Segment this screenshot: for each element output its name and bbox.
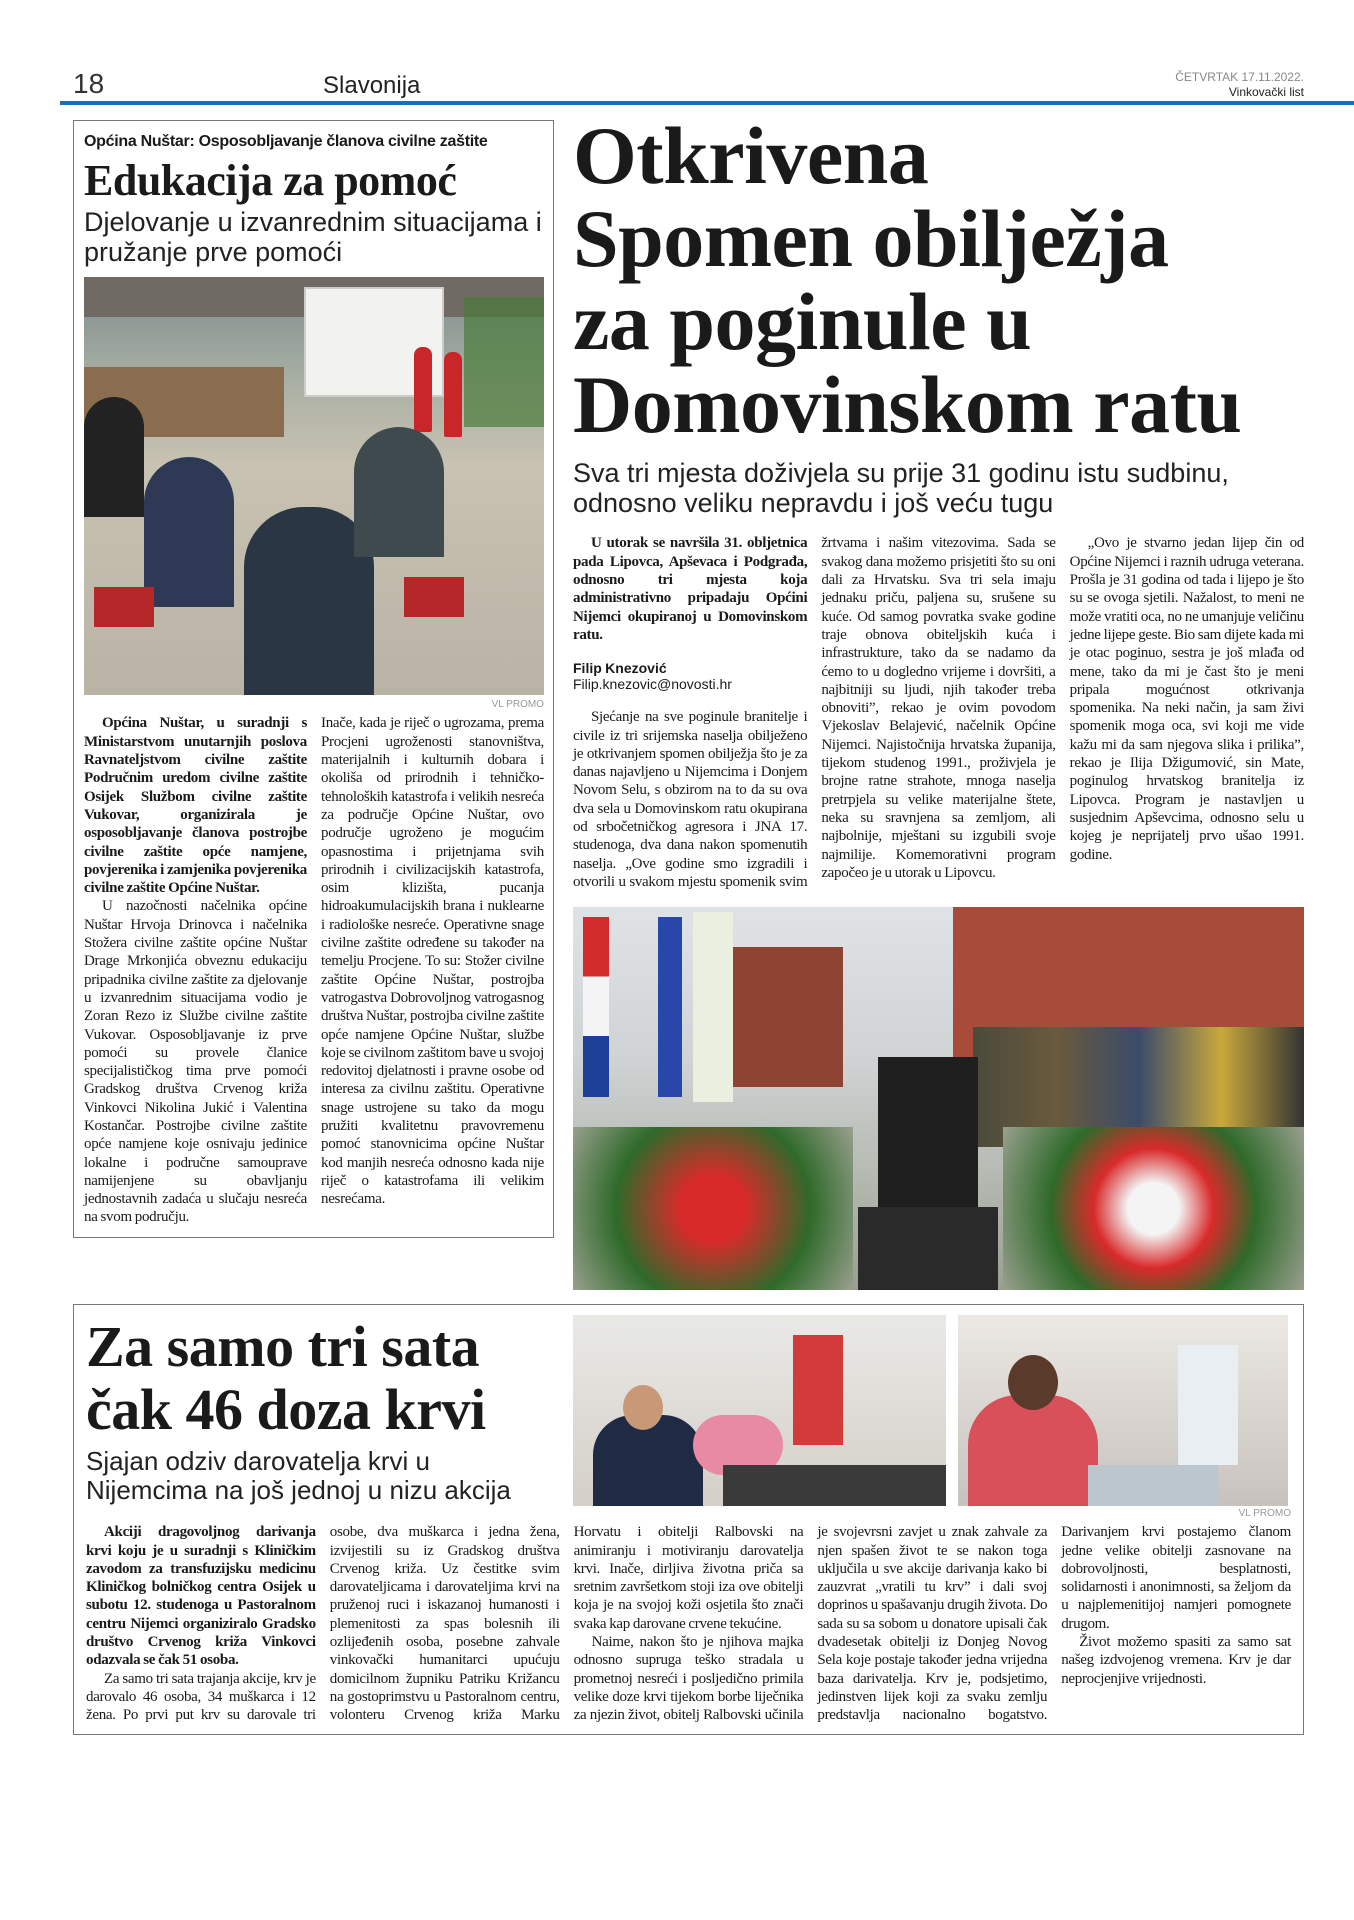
author-email[interactable]: Filip.knezovic@novosti.hr	[573, 676, 732, 693]
title-line: čak 46 doza krvi	[86, 1377, 486, 1443]
bottom-article-subtitle: Sjajan odziv darovatelja krvi u Nijemcima na još jednoj u nizu akcija	[86, 1446, 511, 1506]
left-article-paragraph: Inače, kada je riječ o ugrozama, prema Procjeni ugroženosti stanovništva, materijalnih i kulturnih dobara i okoliša od prirodnih i tehničko-tehnoloških katastrofa i velikih nesreća za područje Općine Nuštar, ovo područje ugroženo je mogućim opasnostima i prijetnjama svih prirodnih i civilizacijskih katastrofa, osim klizišta, pucanja hidroakumulacijskih brana i nuklearne i radiološke nesreće. Operativne snage civilne zaštite određene su također na temelju Procjene. To su: Stožer civilne zaštite Općine Nuštar, postrojba vatrogastva Dobrovoljnog vatrogasnog društva Nuštar, postrojba civilne zaštite opće namjene Općine Nuštar, službe koje se civilnom zaštitom bave u svojoj redovitoj djelatnosti i pravne osobe od interesa za civilnu zaštitu. Operativne snage ustrojene su tako da mogu pružiti kvalitetnu pravovremenu pomoć stanovnicima općine Nuštar kod manjih nesreća odnosno kada nije riječ o katastrofama ili velikim nesrećama.	[321, 715, 544, 1208]
left-article-kicker: Općina Nuštar: Osposobljavanje članova civilne zaštite	[84, 133, 488, 150]
memorial-photo	[573, 907, 1304, 1290]
left-article-lead: Općina Nuštar, u suradnji s Ministarstvom unutarnjih poslova Ravnateljstvom civilne zaštite Područnim uredom civilne zaštite Osijek Službom civilne zaštite Vukovar, organizirala je osposobljavanje članova postrojbe civilne zaštite opće namjene, povjerenika i zamjenika povjerenika civilne zaštite Općine Nuštar.	[84, 715, 307, 897]
header-rule	[60, 101, 1354, 105]
bottom-article-paragraph: Naime, nakon što je njihova majka odnosno supruga teško stradala u prometnoj nesreći i posljedično primila velike doze krvi tijekom borbe liječnika za njezin život, obitelj Ralbovski učinila je svojevrsni zavjet u znak zahvale za njen spašen život te se nakon toga uključila u sve akcije darivanja kako bi zauzvrat „vratili tu krv” i dali svoj doprinos u spašavanju drugih života. Do sada su sa sobom u donatore upisali čak dvadesetak obitelji iz Donjeg Novog Sela koje postaje također jedna vrijedna baza darivatelja. Krv je, podsjetimo, jedinstven lijek koji za svaku zemlju predstavlja nacionalno bogatstvo. Darivanjem krvi postajemo članom jedne velike obitelji zasnovane na dobrovoljnosti, besplatnosti, solidarnosti i anonimnosti, sa željom da u najplemenitijoj namjeri pomognete drugom.	[573, 1524, 1291, 1724]
left-article-paragraph: U nazočnosti načelnika općine Nuštar Hrvoja Drinovca i načelnika Stožera civilne zaštite općine Nuštar Drage Mrkonjića obveznu edukaciju pripadnika civilne zaštite za djelovanje u izvanrednim situacijama vodio je Zoran Rezo iz Službe civilne zaštite Vukovar. Osposobljavanje iz prve pomoći su provele članice specijalističkog tima prve pomoći Gradskog društva Crvenog križa Vinkovci Nikolina Jukić i Valentina Kostančar. Postrojbe civilne zaštite opće namjene koje osnivaju jedinice lokalne i područne samouprave namijenjene su obavljanju jednostavnih zadaća u slučaju nesreća na svom području.	[84, 898, 307, 1226]
bottom-article-title	[86, 1315, 557, 1441]
bottom-title-area	[86, 1315, 557, 1519]
main-article-paragraph: „Ovo je stvarno jedan lijep čin od Općine Nijemci i raznih udruga veterana. Prošla je 31 godina od tada i lijepo je što su se ovoga sjetili. Nažalost, to meni ne može vratiti oca, no ne umanjuje veličinu jedne lijepe geste. Bio sam dijete kada mi je otac poginuo, sestra je još mlađa od mene, tako da mi je čast što je meni pripala mogućnost otkrivanja spomenika. Na neki način, ja sam živi spomenik moga oca, svi koji me vide kažu mi da sam njegova slika i prilika”, rekao je Ilija Džigumović, sin Mate, poginulog hrvatskog branitelja iz Lipovca. Program je nastavljen u susjednim Apševcima, odnosno selu u kojeg je neprijatelj prvo ušao 1991. godine.	[1069, 535, 1304, 863]
left-article-subtitle: Djelovanje u izvanrednim situacijama i pružanje prve pomoći	[84, 207, 542, 268]
title-line: za poginule u	[573, 276, 1032, 367]
main-article-title	[573, 110, 1304, 450]
title-line: Otkrivena	[573, 110, 929, 201]
newspaper-name: Vinkovački list	[1228, 85, 1304, 99]
top-section	[73, 110, 1304, 1290]
left-photo-credit: VL PROMO	[491, 699, 544, 711]
main-article-columns	[573, 534, 1304, 891]
bottom-photos	[573, 1315, 1291, 1506]
blood-donation-photo-1	[573, 1315, 946, 1506]
author-name: Filip Knezović	[573, 660, 667, 677]
bottom-photos-area	[573, 1315, 1291, 1519]
section-name: Slavonija	[323, 72, 421, 99]
bottom-article-columns	[86, 1523, 1291, 1724]
main-article	[573, 110, 1304, 1290]
bottom-article-paragraph: Za samo tri sata trajanja akcije, krv je darovalo 46 osoba, 34 muškarca i 12 žena. Po prvi put krv su darovale tri osobe, dva muškarca i jedna žena, izvijestili su iz Gradskog društva Crvenog križa. Uz čestitke svim darovateljicama i darovateljima krvi na pruženoj ruci i iskazanoj humanosti i plemenitosti za spas bolesnih ili ozlijeđenih osoba, posebne zahvale vinkovački humanitarci upućuju domicilnom župniku Patriku Križancu na gostoprimstvu u Pastoralnom centru, volonteru Crvenog križa Marku Horvatu i obitelji Ralbovski na animiranju i motiviranju darovatelja krvi. Inače, dirljiva životna priča sa sretnim završetkom stoji iza ove obitelji koja je na svojoj koži osjetila što znači svaka kap darovane crvene tekućine.	[86, 1524, 804, 1724]
left-article-columns	[84, 714, 544, 1226]
bottom-article-lead: Akciji dragovoljnog darivanja krvi koju je u suradnji s Kliničkim zavodom za transfuzijsku medicinu Kliničkog bolničkog centra Osijek u subotu 12. studenoga u Pastoralnom centru Nijemci organiziralo Gradsko društvo Crvenog križa Vinkovci odazvala se čak 51 osoba.	[86, 1524, 316, 1669]
left-article-title: Edukacija za pomoć	[84, 156, 457, 205]
blood-donation-photo-2	[958, 1315, 1288, 1506]
title-line: Za samo tri sata	[86, 1314, 480, 1380]
main-article-lead: U utorak se navršila 31. obljetnica pada Lipovca, Apševaca i Podgrađa, odnosno tri mjesta koja administrativno pripadaju Općini Nijemci okupiranoj u Domovinskom ratu.	[573, 535, 808, 643]
bottom-article-paragraph: Život možemo spasiti za samo sat našeg izdvojenog vremena. Krv je dar neprocjenjive vrijednosti.	[1061, 1634, 1291, 1687]
title-line: Domovinskom ratu	[573, 359, 1242, 450]
training-photo	[84, 277, 544, 695]
title-line: Spomen obilježja	[573, 193, 1169, 284]
issue-date: ČETVRTAK 17.11.2022.	[1175, 70, 1304, 84]
page-number: 18	[73, 68, 105, 99]
page-body	[73, 110, 1304, 1735]
left-article	[73, 120, 554, 1238]
main-article-paragraph: Sjećanje na sve poginule branitelje i civile iz tri srijemska naselja obilježeno je otkrivanjem spomen obilježja što je za danas najavljeno u Nijemcima i Donjem Novom Selu, s obzirom na to da su ova dva sela u Domovinskom ratu okupirana od srbočetničkog agresora i JNA 17. studenoga, dva dana nakon spomenutih naselja. „Ove godine smo izgradili i otvorili u svakom mjestu spomenik svim žrtvama i našim vitezovima. Sada se svakog dana možemo prisjetiti što su oni dali za Hrvatsku. Sva tri sela imaju jednaku priču, paljena su, srušene su kuće. Od samog povratka svake godine traje obnova obiteljskih kuća i infrastrukture, tako da se nadamo da ćemo to u dogledno vrijeme i dovršiti, a najbitniji su ljudi, njih također treba obnoviti”, rekao je ovim povodom Vjekoslav Belajević, načelnik Općine Nijemci. Najistočnija hrvatska županija, tijekom studenog 1991., proživjela je brojne ratne strahote, mnoga naselja pretrpjela su velike materijalne štete, neka su sravnjena sa zemljom, ali najbolnije, mještani su izgubili svoje najmilije. Komemorativni program započeo je u utorak u Lipovcu.	[573, 535, 1056, 890]
byline	[573, 660, 807, 692]
bottom-article	[73, 1304, 1304, 1735]
bottom-photo-credit: VL PROMO	[1238, 1508, 1291, 1520]
bottom-article-head	[86, 1315, 1291, 1519]
main-article-subtitle: Sva tri mjesta doživjela su prije 31 godinu istu sudbinu, odnosno veliku nepravdu i još veću tugu	[573, 458, 1229, 519]
